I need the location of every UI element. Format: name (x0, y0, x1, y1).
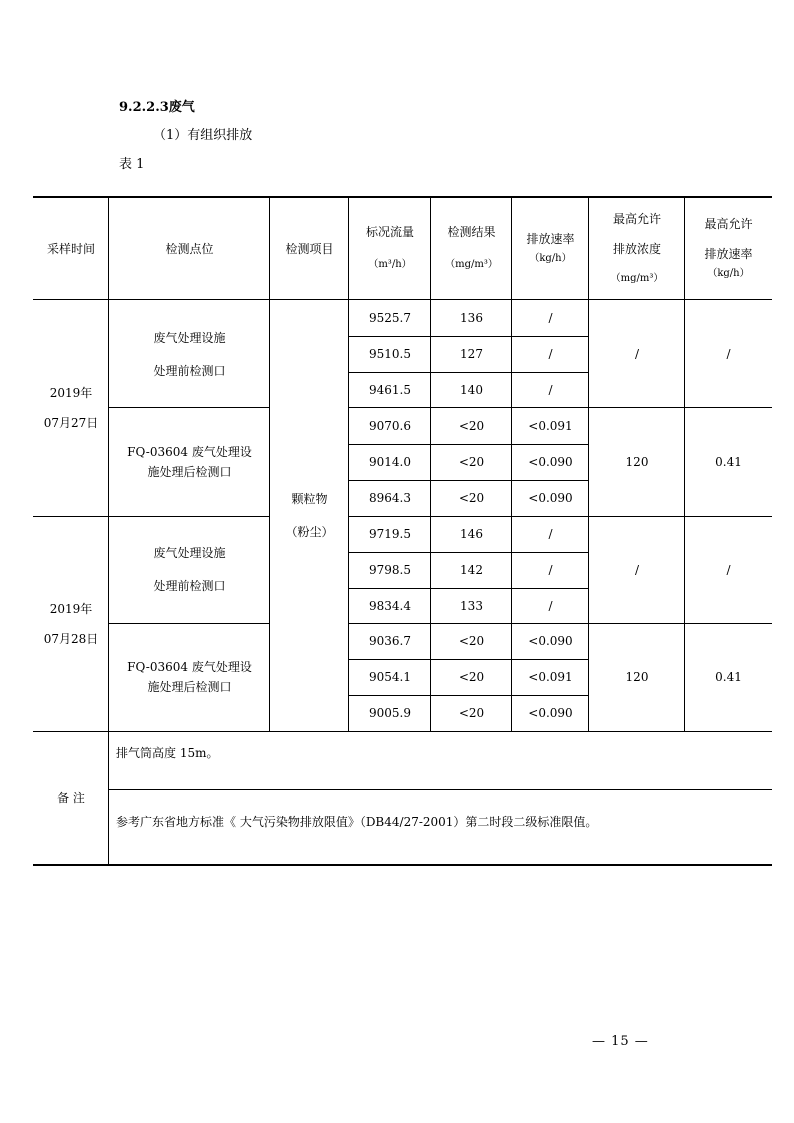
flow-cell (349, 552, 431, 588)
row-divider (349, 480, 589, 481)
flow-cell (349, 300, 431, 336)
header-sampling-time (33, 197, 109, 300)
point-line2: 施处理后检测口 (147, 465, 232, 479)
col-divider (511, 197, 512, 731)
result-cell (431, 336, 512, 372)
header-result-title: 检测结果 (447, 225, 496, 239)
point-line1: 废气处理设施 (153, 546, 226, 560)
header-flow (349, 197, 431, 300)
result-value: 142 (460, 563, 483, 577)
group-divider (349, 623, 772, 624)
flow-value: 9834.4 (369, 598, 411, 613)
point-cell (109, 300, 270, 408)
header-max-conc-title2: 排放浓度 (612, 241, 661, 256)
rate-cell (512, 480, 589, 516)
flow-value: 9070.6 (369, 419, 411, 433)
header-max-rate-title1: 最高允许 (704, 216, 753, 231)
date-year: 2019年 (49, 386, 93, 400)
limit-conc-cell (589, 300, 685, 408)
result-cell (431, 408, 512, 444)
point-line1: FQ-03604 废气处理设 (127, 660, 252, 674)
rate-value: / (548, 598, 553, 613)
flow-value: 9054.1 (369, 670, 411, 684)
limit-rate-cell (685, 300, 772, 408)
remarks-divider (109, 789, 772, 790)
table-label: 表 1 (119, 157, 145, 172)
table-bottom-border (33, 864, 772, 866)
rate-cell (512, 444, 589, 480)
col-divider (430, 197, 431, 731)
point-cell (109, 623, 270, 731)
point-line1: FQ-03604 废气处理设 (127, 445, 252, 459)
header-max-conc-title1: 最高允许 (612, 211, 661, 226)
remark-standard: 参考广东省地方标准《 大气污染物排放限值》（DB44/27-2001）第二时段二级标准限值。 (116, 815, 598, 829)
header-max-conc (589, 197, 685, 300)
point-line2: 处理前检测口 (153, 363, 226, 378)
header-item (270, 197, 349, 300)
header-item-label: 检测项目 (285, 241, 334, 256)
rate-cell (512, 372, 589, 408)
flow-value: 9798.5 (369, 563, 411, 577)
result-cell (431, 552, 512, 588)
group-divider (349, 407, 772, 408)
result-cell (431, 623, 512, 659)
remarks-label: 备 注 (57, 791, 85, 805)
result-value: <20 (458, 670, 485, 684)
limit-conc-value: 120 (625, 670, 649, 684)
date-cell (33, 300, 109, 516)
flow-cell (349, 516, 431, 552)
limit-rate-cell (685, 408, 772, 516)
rate-cell (512, 516, 589, 552)
flow-cell (349, 336, 431, 372)
data-bottom-border (33, 731, 772, 732)
col-divider (348, 197, 349, 731)
limit-conc-value: 120 (625, 455, 649, 469)
result-value: 136 (460, 311, 483, 325)
subtitle: （1）有组织排放 (153, 128, 253, 143)
row-divider (349, 336, 589, 337)
header-max-rate-unit: （kg/h） (707, 267, 750, 279)
result-value: <20 (458, 706, 485, 720)
result-value: <20 (458, 455, 485, 469)
result-value: 140 (460, 383, 483, 397)
section-title: 9.2.2.3废气 (119, 100, 195, 115)
rate-cell (512, 588, 589, 623)
limit-rate-value: 0.41 (715, 670, 742, 684)
flow-value: 8964.3 (369, 491, 411, 505)
header-rate-title: 排放速率 (526, 231, 575, 246)
row-divider (349, 552, 589, 553)
flow-cell (349, 623, 431, 659)
row-divider (349, 695, 589, 696)
rate-value: <0.090 (528, 455, 573, 469)
limit-rate-value: / (726, 562, 731, 577)
day-divider (349, 516, 772, 517)
item-cell (270, 300, 349, 731)
flow-cell (349, 695, 431, 731)
rate-value: / (548, 311, 553, 325)
row-divider (349, 444, 589, 445)
limit-rate-value: 0.41 (715, 455, 742, 469)
rate-value: <0.091 (528, 419, 573, 433)
flow-cell (349, 480, 431, 516)
remarks-label-cell (33, 731, 109, 865)
point-line1: 废气处理设施 (153, 330, 226, 345)
header-point-label: 检测点位 (165, 241, 214, 256)
result-cell (431, 516, 512, 552)
rate-cell (512, 336, 589, 372)
limit-conc-cell (589, 408, 685, 516)
result-value: <20 (458, 491, 485, 505)
point-line2: 处理前检测口 (153, 579, 226, 593)
header-sampling-time-label: 采样时间 (46, 241, 95, 256)
flow-value: 9510.5 (369, 347, 411, 361)
rate-cell (512, 695, 589, 731)
rate-cell (512, 623, 589, 659)
date-cell (33, 516, 109, 731)
header-bottom-border (33, 299, 772, 300)
limit-conc-value: / (634, 347, 640, 361)
rate-value: / (548, 527, 553, 541)
table-top-border (33, 196, 772, 198)
limit-conc-cell (589, 516, 685, 623)
rate-value: <0.090 (528, 706, 573, 720)
limit-rate-cell (685, 623, 772, 731)
result-value: 133 (460, 598, 483, 613)
result-value: <20 (458, 419, 485, 433)
date-year: 2019年 (49, 601, 93, 616)
header-rate (512, 197, 589, 300)
rate-cell (512, 408, 589, 444)
flow-value: 9036.7 (369, 634, 411, 648)
result-cell (431, 444, 512, 480)
point-cell (109, 516, 270, 623)
result-value: 146 (460, 527, 483, 541)
row-divider (349, 588, 589, 589)
group-divider (109, 623, 270, 624)
header-flow-unit: （m³/h） (368, 259, 412, 270)
point-cell (109, 408, 270, 516)
flow-value: 9461.5 (369, 383, 411, 397)
col-divider (108, 197, 109, 865)
header-result-unit: （mg/m³） (445, 259, 498, 270)
result-value: 127 (460, 347, 483, 361)
flow-value: 9014.0 (369, 455, 411, 469)
flow-value: 9719.5 (369, 527, 411, 541)
day-divider (33, 516, 270, 517)
limit-rate-value: / (726, 347, 731, 361)
header-point (109, 197, 270, 300)
col-divider (588, 197, 589, 731)
limit-conc-value: / (634, 562, 640, 577)
col-divider (269, 197, 270, 731)
date-day: 07月27日 (43, 416, 99, 430)
rate-cell (512, 659, 589, 695)
header-flow-title: 标况流量 (365, 225, 414, 239)
flow-cell (349, 444, 431, 480)
date-day: 07月28日 (43, 631, 99, 646)
result-cell (431, 695, 512, 731)
flow-cell (349, 659, 431, 695)
flow-value: 9525.7 (369, 311, 411, 325)
header-max-conc-unit: （mg/m³） (610, 272, 664, 284)
limit-rate-cell (685, 516, 772, 623)
header-max-rate (685, 197, 772, 300)
result-cell (431, 480, 512, 516)
result-value: <20 (458, 634, 485, 648)
result-cell (431, 300, 512, 336)
rate-value: <0.090 (528, 634, 573, 648)
result-cell (431, 659, 512, 695)
rate-value: / (548, 383, 553, 397)
result-cell (431, 372, 512, 408)
page-number: — 15 — (592, 1034, 649, 1049)
header-result (431, 197, 512, 300)
row-divider (349, 372, 589, 373)
flow-value: 9005.9 (369, 706, 411, 720)
point-line2: 施处理后检测口 (147, 680, 232, 694)
col-divider (684, 197, 685, 731)
rate-value: / (548, 347, 553, 361)
flow-cell (349, 372, 431, 408)
header-max-rate-title2: 排放速率 (704, 246, 753, 261)
row-divider (349, 659, 589, 660)
rate-value: / (548, 563, 553, 577)
rate-cell (512, 552, 589, 588)
flow-cell (349, 588, 431, 623)
limit-conc-cell (589, 623, 685, 731)
item-name: 颗粒物 (291, 492, 328, 506)
rate-cell (512, 300, 589, 336)
item-note: （粉尘） (285, 525, 334, 539)
remark-height: 排气筒高度 15m。 (116, 746, 219, 760)
flow-cell (349, 408, 431, 444)
header-rate-unit: （kg/h） (529, 252, 572, 264)
result-cell (431, 588, 512, 623)
group-divider (109, 407, 270, 408)
rate-value: <0.090 (528, 491, 573, 505)
rate-value: <0.091 (528, 670, 573, 684)
